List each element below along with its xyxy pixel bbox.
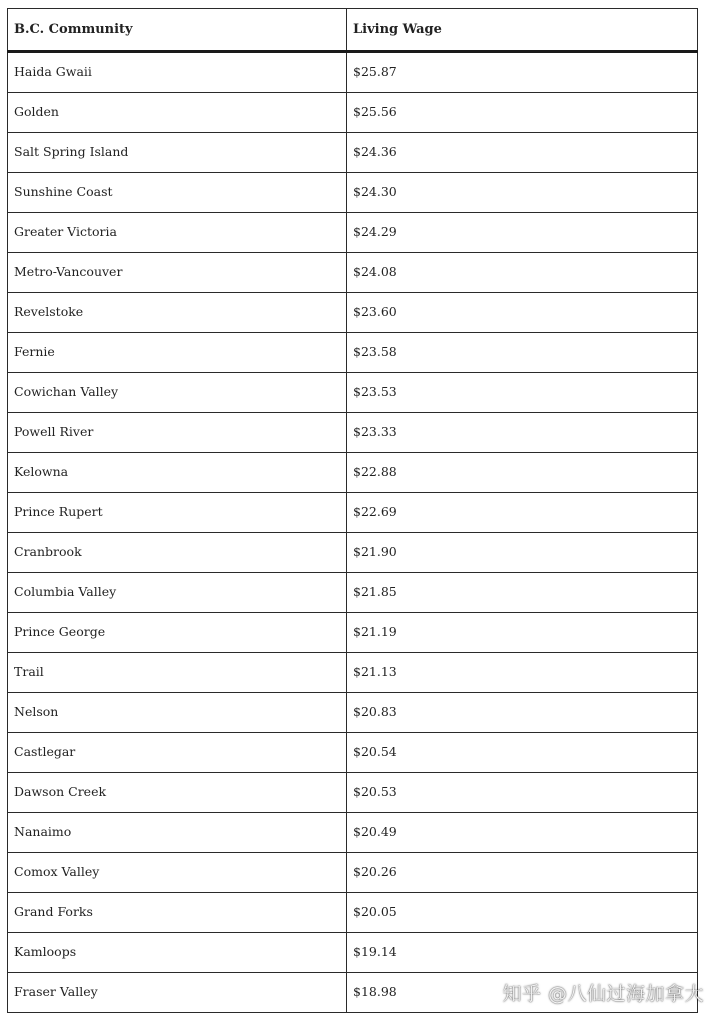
living-wage-cell: $23.60	[347, 293, 698, 333]
community-cell: Kelowna	[8, 453, 347, 493]
table-row	[8, 333, 698, 373]
living-wage-cell: $21.90	[347, 533, 698, 573]
table-row	[8, 253, 698, 293]
living-wage-cell: $24.30	[347, 173, 698, 213]
community-cell: Salt Spring Island	[8, 133, 347, 173]
table-row	[8, 853, 698, 893]
table-row	[8, 533, 698, 573]
community-cell: Nanaimo	[8, 813, 347, 853]
watermark-text: 知乎 @八仙过海加拿大	[502, 983, 704, 1005]
community-cell: Powell River	[8, 413, 347, 453]
table-row	[8, 773, 698, 813]
living-wage-cell: $24.36	[347, 133, 698, 173]
living-wage-cell: $23.53	[347, 373, 698, 413]
table-row	[8, 373, 698, 413]
table-row	[8, 52, 698, 93]
header-community: B.C. Community	[8, 9, 347, 52]
table-row	[8, 613, 698, 653]
header-living-wage: Living Wage	[347, 9, 698, 52]
table-row	[8, 733, 698, 773]
header-row	[8, 9, 698, 52]
community-cell: Cowichan Valley	[8, 373, 347, 413]
table-row	[8, 573, 698, 613]
community-cell: Metro-Vancouver	[8, 253, 347, 293]
community-cell: Columbia Valley	[8, 573, 347, 613]
community-cell: Grand Forks	[8, 893, 347, 933]
living-wage-cell: $20.54	[347, 733, 698, 773]
living-wage-cell: $22.88	[347, 453, 698, 493]
community-cell: Kamloops	[8, 933, 347, 973]
living-wage-cell: $20.53	[347, 773, 698, 813]
table-row	[8, 93, 698, 133]
community-cell: Comox Valley	[8, 853, 347, 893]
table-row	[8, 413, 698, 453]
community-cell: Dawson Creek	[8, 773, 347, 813]
living-wage-cell: $23.58	[347, 333, 698, 373]
table-header	[8, 9, 698, 52]
living-wage-cell: $23.33	[347, 413, 698, 453]
table-row	[8, 453, 698, 493]
living-wage-cell: $24.08	[347, 253, 698, 293]
living-wage-cell: $21.19	[347, 613, 698, 653]
table-row	[8, 933, 698, 973]
living-wage-cell: $20.26	[347, 853, 698, 893]
community-cell: Prince Rupert	[8, 493, 347, 533]
community-cell: Nelson	[8, 693, 347, 733]
community-cell: Trail	[8, 653, 347, 693]
living-wage-cell: $24.29	[347, 213, 698, 253]
table-row	[8, 293, 698, 333]
community-cell: Cranbrook	[8, 533, 347, 573]
living-wage-cell: $25.56	[347, 93, 698, 133]
community-cell: Sunshine Coast	[8, 173, 347, 213]
table-row	[8, 173, 698, 213]
community-cell: Golden	[8, 93, 347, 133]
table-row	[8, 653, 698, 693]
table-row	[8, 893, 698, 933]
living-wage-cell: $20.83	[347, 693, 698, 733]
table-body	[8, 52, 698, 1013]
living-wage-cell: $20.05	[347, 893, 698, 933]
community-cell: Haida Gwaii	[8, 52, 347, 93]
living-wage-cell: $21.85	[347, 573, 698, 613]
living-wage-cell: $20.49	[347, 813, 698, 853]
community-cell: Fraser Valley	[8, 973, 347, 1013]
table-row	[8, 813, 698, 853]
table-row	[8, 133, 698, 173]
community-cell: Fernie	[8, 333, 347, 373]
community-cell: Revelstoke	[8, 293, 347, 333]
table-row	[8, 213, 698, 253]
community-cell: Prince George	[8, 613, 347, 653]
living-wage-cell: $21.13	[347, 653, 698, 693]
table-row	[8, 493, 698, 533]
living-wage-cell: $18.98	[347, 973, 698, 1013]
living-wage-table	[7, 8, 698, 1013]
table-row	[8, 693, 698, 733]
living-wage-cell: $25.87	[347, 52, 698, 93]
living-wage-cell: $22.69	[347, 493, 698, 533]
community-cell: Greater Victoria	[8, 213, 347, 253]
living-wage-cell: $19.14	[347, 933, 698, 973]
community-cell: Castlegar	[8, 733, 347, 773]
